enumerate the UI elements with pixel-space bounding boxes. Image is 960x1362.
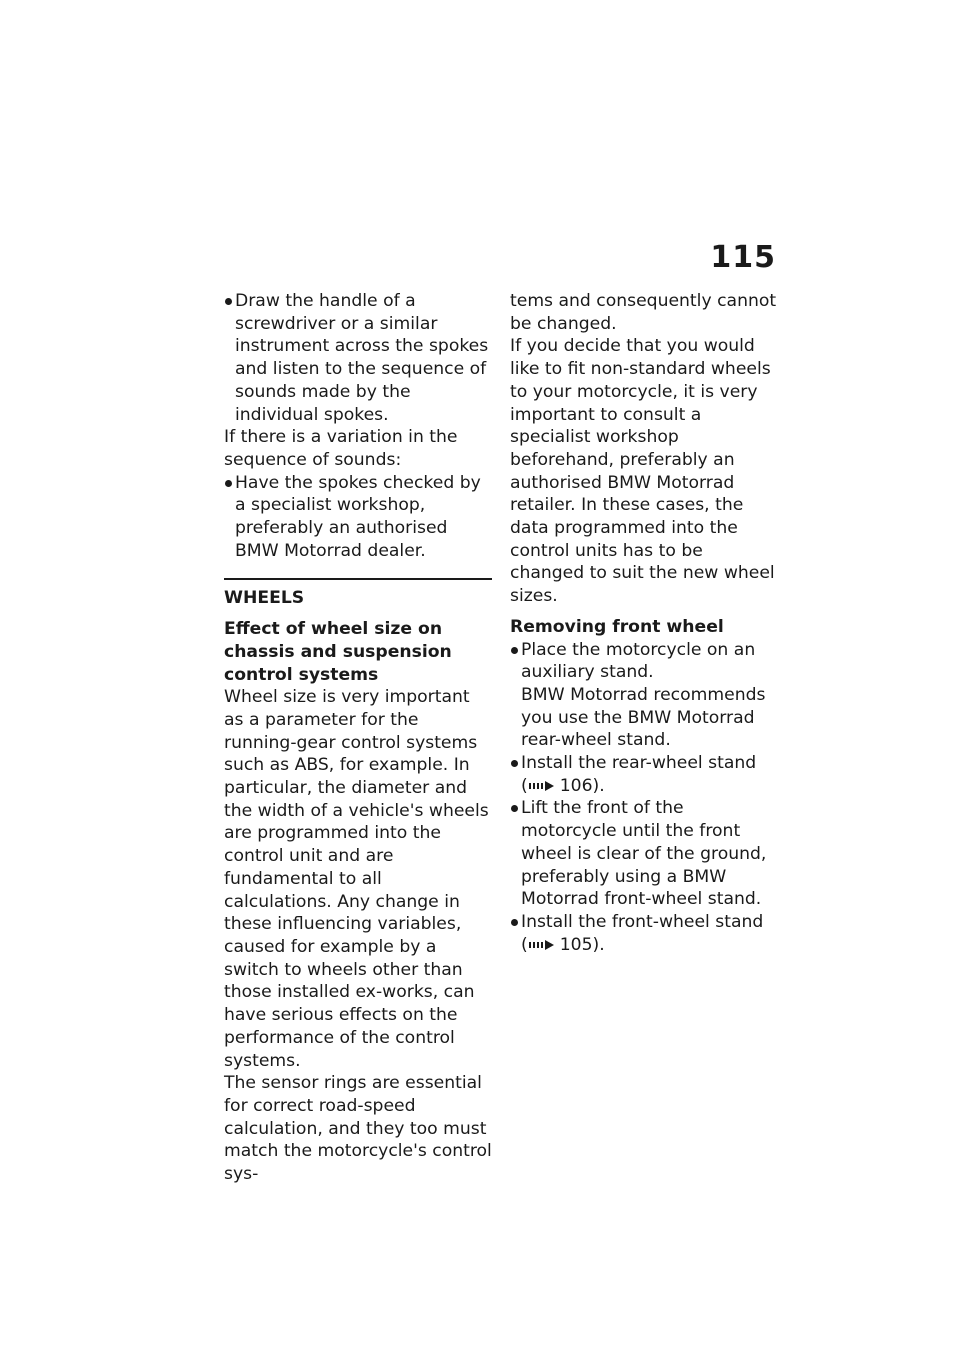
subheading: Effect of wheel size on chassis and suspension control systems — [224, 619, 452, 685]
list-item: Draw the handle of a screwdriver or a similar instrument across the spokes and listen to the sequence of sounds made by the individual spokes. — [224, 290, 492, 426]
page-reference-arrow-icon — [528, 939, 556, 951]
list-item-text: Install the rear-wheel stand — [521, 753, 757, 774]
list-item — [510, 639, 782, 753]
page-reference-number: 105). — [559, 934, 605, 955]
paragraph: If there is a variation in the sequence of sounds: — [224, 427, 458, 470]
list-item-text: Place the motorcycle on an auxiliary stand. — [521, 639, 756, 683]
paragraph: If you decide that you would like to fit non-standard wheels to your motorcycle, it is very important to consult a specialist workshop beforehand, preferably an authorised BMW Motorrad retailer. In these cases, the data programmed into the control units has to be changed to suit the new wheel sizes. — [510, 336, 775, 607]
page-number: 115 — [710, 240, 776, 275]
list-item-note: BMW Motorrad recommends you use the BMW Motorrad rear-wheel stand. — [521, 684, 766, 751]
list-item: Lift the front of the motorcycle until the front wheel is clear of the ground, preferably using a BMW Motorrad front-wheel stand. — [510, 797, 782, 911]
list-item: Have the spokes checked by a specialist workshop, preferably an authorised BMW Motorrad dealer. — [224, 472, 492, 563]
paragraph: tems and consequently cannot be changed. — [510, 291, 777, 334]
list-item — [510, 911, 782, 956]
list-item — [510, 752, 782, 797]
list-item-text: Install the front-wheel stand — [521, 911, 764, 932]
page-reference: ( 106). — [521, 775, 605, 796]
left-column — [224, 290, 492, 1186]
page-reference: ( 105). — [521, 934, 605, 955]
paragraph: Wheel size is very important as a parameter for the running-gear control systems such as ABS, for example. In particular, the diameter and the width of a vehicle's wheels are programmed into the control unit and are fundamental to all calculations. Any change in these influencing variables, caused for example by a switch to wheels other than those installed ex-works, can have serious effects on the performance of the control systems. — [224, 687, 489, 1071]
paragraph: The sensor rings are essential for correct road-speed calculation, and they too must match the motorcycle's control sys- — [224, 1073, 492, 1185]
subheading: Removing front wheel — [510, 616, 724, 637]
page-reference-number: 106). — [559, 775, 605, 796]
section-divider — [224, 578, 492, 580]
right-column — [510, 290, 782, 956]
page-reference-arrow-icon — [528, 780, 556, 792]
section-title: WHEELS — [224, 588, 305, 609]
